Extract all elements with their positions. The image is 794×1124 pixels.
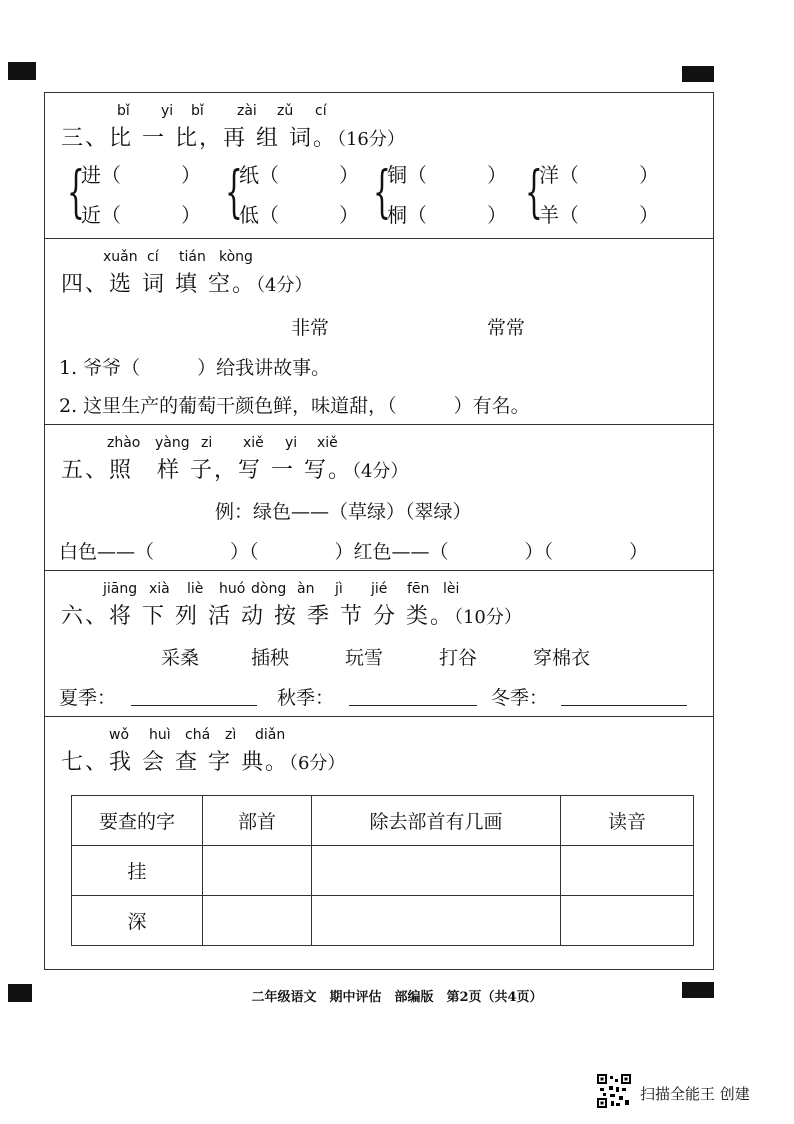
- pinyin: xiě: [317, 435, 338, 451]
- header-cell: 要查的字: [72, 796, 203, 846]
- pinyin: zi: [201, 435, 213, 451]
- pinyin: bǐ: [191, 103, 204, 119]
- summer-answer-line[interactable]: [131, 705, 257, 706]
- pinyin: xuǎn: [103, 249, 138, 265]
- pinyin: huó: [219, 581, 246, 597]
- pinyin: wǒ: [109, 727, 130, 743]
- qr-code-icon: [597, 1074, 631, 1108]
- pinyin: jié: [371, 581, 388, 597]
- pinyin: zhào: [107, 435, 141, 451]
- section-title: 五、照 样 子，写 一 写。（4分）: [61, 458, 409, 483]
- registration-mark-top-right: [682, 66, 714, 82]
- section-7: [45, 717, 713, 969]
- table-header-row: [72, 796, 694, 846]
- section-4: [45, 239, 713, 425]
- registration-mark-top-left: [8, 62, 36, 80]
- scanner-watermark: 扫描全能王 创建: [640, 1085, 750, 1103]
- char-cell: 深: [72, 896, 203, 946]
- question-2: 2. 这里生产的葡萄干颜色鲜，味道甜，（ ）有名。: [59, 395, 530, 417]
- pinyin: jiāng: [103, 581, 138, 597]
- pinyin: bǐ: [117, 103, 130, 119]
- word-pair: { 进（ ） 近（ ）: [67, 160, 201, 227]
- section-5: [45, 425, 713, 571]
- activity: 打谷: [439, 647, 478, 669]
- exam-frame: [44, 92, 714, 970]
- section-title: 七、我 会 查 字 典。（6分）: [61, 750, 346, 775]
- word-choice: 非常: [291, 317, 330, 339]
- example: 例：绿色——（草绿）（翠绿）: [215, 501, 472, 523]
- pinyin: lèi: [443, 581, 460, 597]
- winter-label: 冬季：: [491, 687, 549, 709]
- pinyin: yàng: [155, 435, 190, 451]
- pinyin: zài: [237, 103, 257, 119]
- pinyin: xiě: [243, 435, 264, 451]
- answer-cell[interactable]: [312, 896, 561, 946]
- char-cell: 挂: [72, 846, 203, 896]
- pinyin: jì: [335, 581, 343, 597]
- header-cell: 部首: [203, 796, 312, 846]
- pinyin: diǎn: [255, 727, 286, 743]
- pinyin: xià: [149, 581, 170, 597]
- pinyin: huì: [149, 727, 171, 743]
- dictionary-table: [71, 795, 694, 946]
- answer-cell[interactable]: [561, 896, 694, 946]
- activity: 穿棉衣: [533, 647, 591, 669]
- section-title: 四、选 词 填 空。（4分）: [61, 272, 313, 297]
- pinyin: tián: [179, 249, 206, 265]
- word-pair: { 铜（ ） 桐（ ）: [373, 160, 507, 227]
- pinyin: àn: [297, 581, 315, 597]
- pinyin: yi: [285, 435, 298, 451]
- autumn-answer-line[interactable]: [349, 705, 477, 706]
- pinyin: cí: [315, 103, 327, 119]
- page-footer: 二年级语文 期中评估 部编版 第2页（共4页）: [251, 990, 543, 1005]
- winter-answer-line[interactable]: [561, 705, 687, 706]
- section-3: [45, 93, 713, 239]
- pinyin: cí: [147, 249, 159, 265]
- word-pair: { 洋（ ） 羊（ ）: [525, 160, 659, 227]
- pinyin: yi: [161, 103, 174, 119]
- section-title: 三、比 一 比，再 组 词。（16分）: [61, 126, 405, 151]
- autumn-label: 秋季：: [277, 687, 335, 709]
- summer-label: 夏季：: [59, 687, 117, 709]
- question-1: 1. 爷爷（ ）给我讲故事。: [59, 357, 331, 379]
- word-choice: 常常: [487, 317, 526, 339]
- table-row: [72, 846, 694, 896]
- section-6: [45, 571, 713, 717]
- activity: 玩雪: [345, 647, 384, 669]
- answer-cell[interactable]: [312, 846, 561, 896]
- answer-cell[interactable]: [203, 846, 312, 896]
- activity: 插秧: [251, 647, 290, 669]
- pinyin: chá: [185, 727, 211, 743]
- answer-line: 白色——（ ）（ ）红色——（ ）（ ）: [59, 541, 649, 563]
- pinyin: zǔ: [277, 103, 294, 119]
- pinyin: fēn: [407, 581, 430, 597]
- answer-cell[interactable]: [203, 896, 312, 946]
- table-row: [72, 896, 694, 946]
- pinyin: zì: [225, 727, 237, 743]
- pinyin: liè: [187, 581, 204, 597]
- pinyin: kòng: [219, 249, 253, 265]
- section-title: 六、将 下 列 活 动 按 季 节 分 类。（10分）: [61, 604, 522, 629]
- header-cell: 除去部首有几画: [312, 796, 561, 846]
- pinyin: dòng: [251, 581, 287, 597]
- activity: 采桑: [161, 647, 200, 669]
- word-pair: { 纸（ ） 低（ ）: [225, 160, 359, 227]
- answer-cell[interactable]: [561, 846, 694, 896]
- header-cell: 读音: [561, 796, 694, 846]
